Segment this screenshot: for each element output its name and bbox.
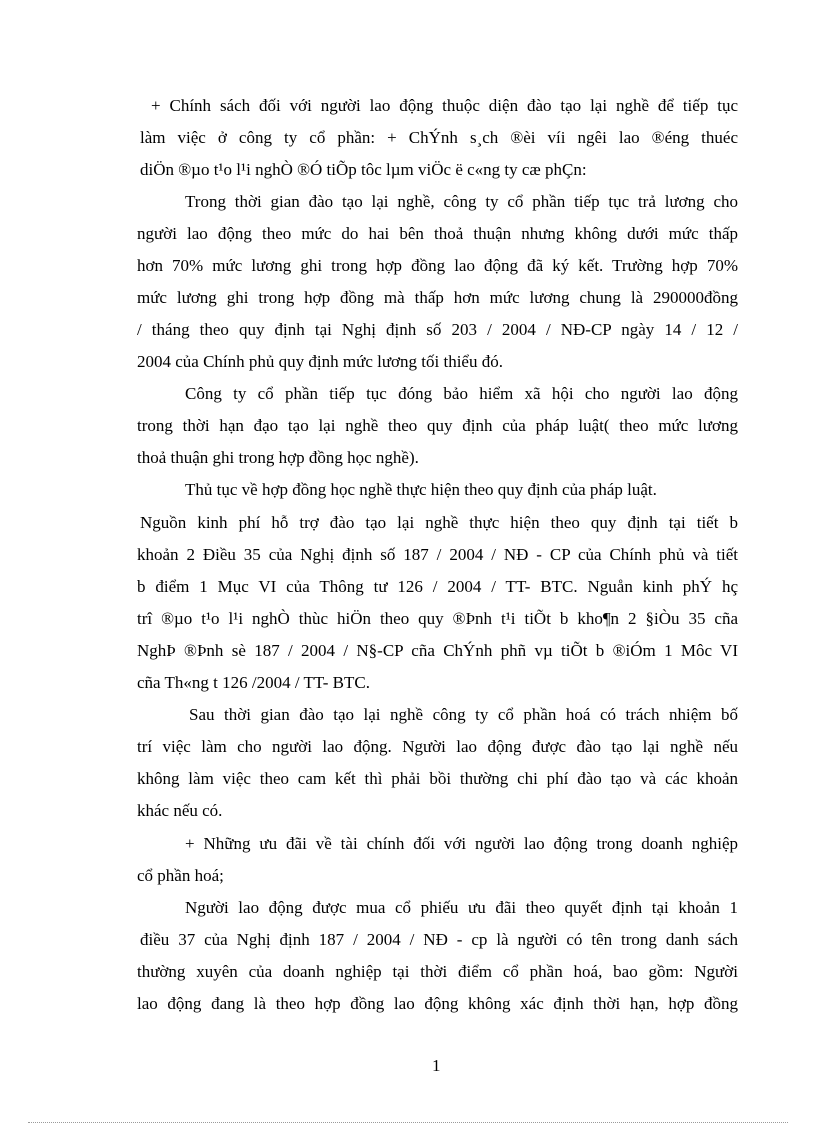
text-line: cña Th«ng t 126 /2004 / TT- BTC. xyxy=(137,673,370,692)
text-line: + Những ưu đãi về tài chính đối với người lao động trong doanh nghiệp xyxy=(185,834,738,853)
text-line: thoả thuận ghi trong hợp đồng học nghề). xyxy=(137,448,419,467)
text-line: Sau thời gian đào tạo lại nghề công ty cổ phần hoá có trách nhiệm bố xyxy=(189,705,738,724)
text-line: diÖn ®µo t¹o l¹i nghÒ ®Ó tiÕp tôc lµm viÖc ë c«ng ty cæ phÇn: xyxy=(140,160,587,179)
page-number: 1 xyxy=(432,1056,441,1075)
text-line: thường xuyên của doanh nghiệp tại thời điểm cổ phần hoá, bao gồm: Người xyxy=(137,962,738,981)
text-line: trong thời hạn đạo tạo lại nghề theo quy định của pháp luật( theo mức lương xyxy=(137,416,738,435)
text-line: lao động đang là theo hợp đồng lao động không xác định thời hạn, hợp đồng xyxy=(137,994,738,1013)
text-line: trí việc làm cho người lao động. Người lao động được đào tạo lại nghề nếu xyxy=(137,737,738,756)
text-line: không làm việc theo cam kết thì phải bồi thường chi phí đào tạo và các khoản xyxy=(137,769,738,788)
text-line: Thủ tục về hợp đồng học nghề thực hiện theo quy định của pháp luật. xyxy=(185,480,657,499)
text-line: Công ty cổ phần tiếp tục đóng bảo hiểm xã hội cho người lao động xyxy=(185,384,738,403)
text-line: trî ®µo t¹o l¹i nghÒ thùc hiÖn theo quy ®Þnh t¹i tiÕt b kho¶n 2 §iÒu 35 cña xyxy=(137,609,738,628)
text-line: khác nếu có. xyxy=(137,801,223,820)
text-line: làm việc ở công ty cổ phần: + ChÝnh s¸ch ®èi víi ngêi lao ®éng thuéc xyxy=(140,128,738,147)
text-line: / tháng theo quy định tại Nghị định số 203 / 2004 / NĐ-CP ngày 14 / 12 / xyxy=(137,320,738,339)
text-line: người lao động theo mức do hai bên thoả thuận nhưng không dưới mức thấp xyxy=(137,224,738,243)
text-line: b điểm 1 Mục VI của Thông tư 126 / 2004 / TT- BTC. Nguån kinh phÝ hç xyxy=(137,577,738,596)
text-line: Nguồn kinh phí hỗ trợ đào tạo lại nghề thực hiện theo quy định tại tiết b xyxy=(140,513,738,532)
text-line: Người lao động được mua cổ phiếu ưu đãi theo quyết định tại khoản 1 xyxy=(185,898,738,917)
text-line: Trong thời gian đào tạo lại nghề, công ty cổ phần tiếp tục trả lương cho xyxy=(185,192,738,211)
text-line: cổ phần hoá; xyxy=(137,866,224,885)
text-line: điều 37 của Nghị định 187 / 2004 / NĐ - cp là người có tên trong danh sách xyxy=(140,930,738,949)
text-line: 2004 của Chính phủ quy định mức lương tối thiểu đó. xyxy=(137,352,503,371)
text-line: khoản 2 Điều 35 của Nghị định số 187 / 2004 / NĐ - CP của Chính phủ và tiết xyxy=(137,545,738,564)
text-line: mức lương ghi trong hợp đồng mà thấp hơn mức lương chung là 290000đồng xyxy=(137,288,738,307)
text-line: + Chính sách đối với người lao động thuộc diện đào tạo lại nghề để tiếp tục xyxy=(151,96,738,115)
text-line: NghÞ ®Þnh sè 187 / 2004 / N§-CP cña ChÝnh phñ vµ tiÕt b ®iÓm 1 Môc VI xyxy=(137,641,738,660)
text-line: hơn 70% mức lương ghi trong hợp đồng lao động đã ký kết. Trường hợp 70% xyxy=(137,256,738,275)
